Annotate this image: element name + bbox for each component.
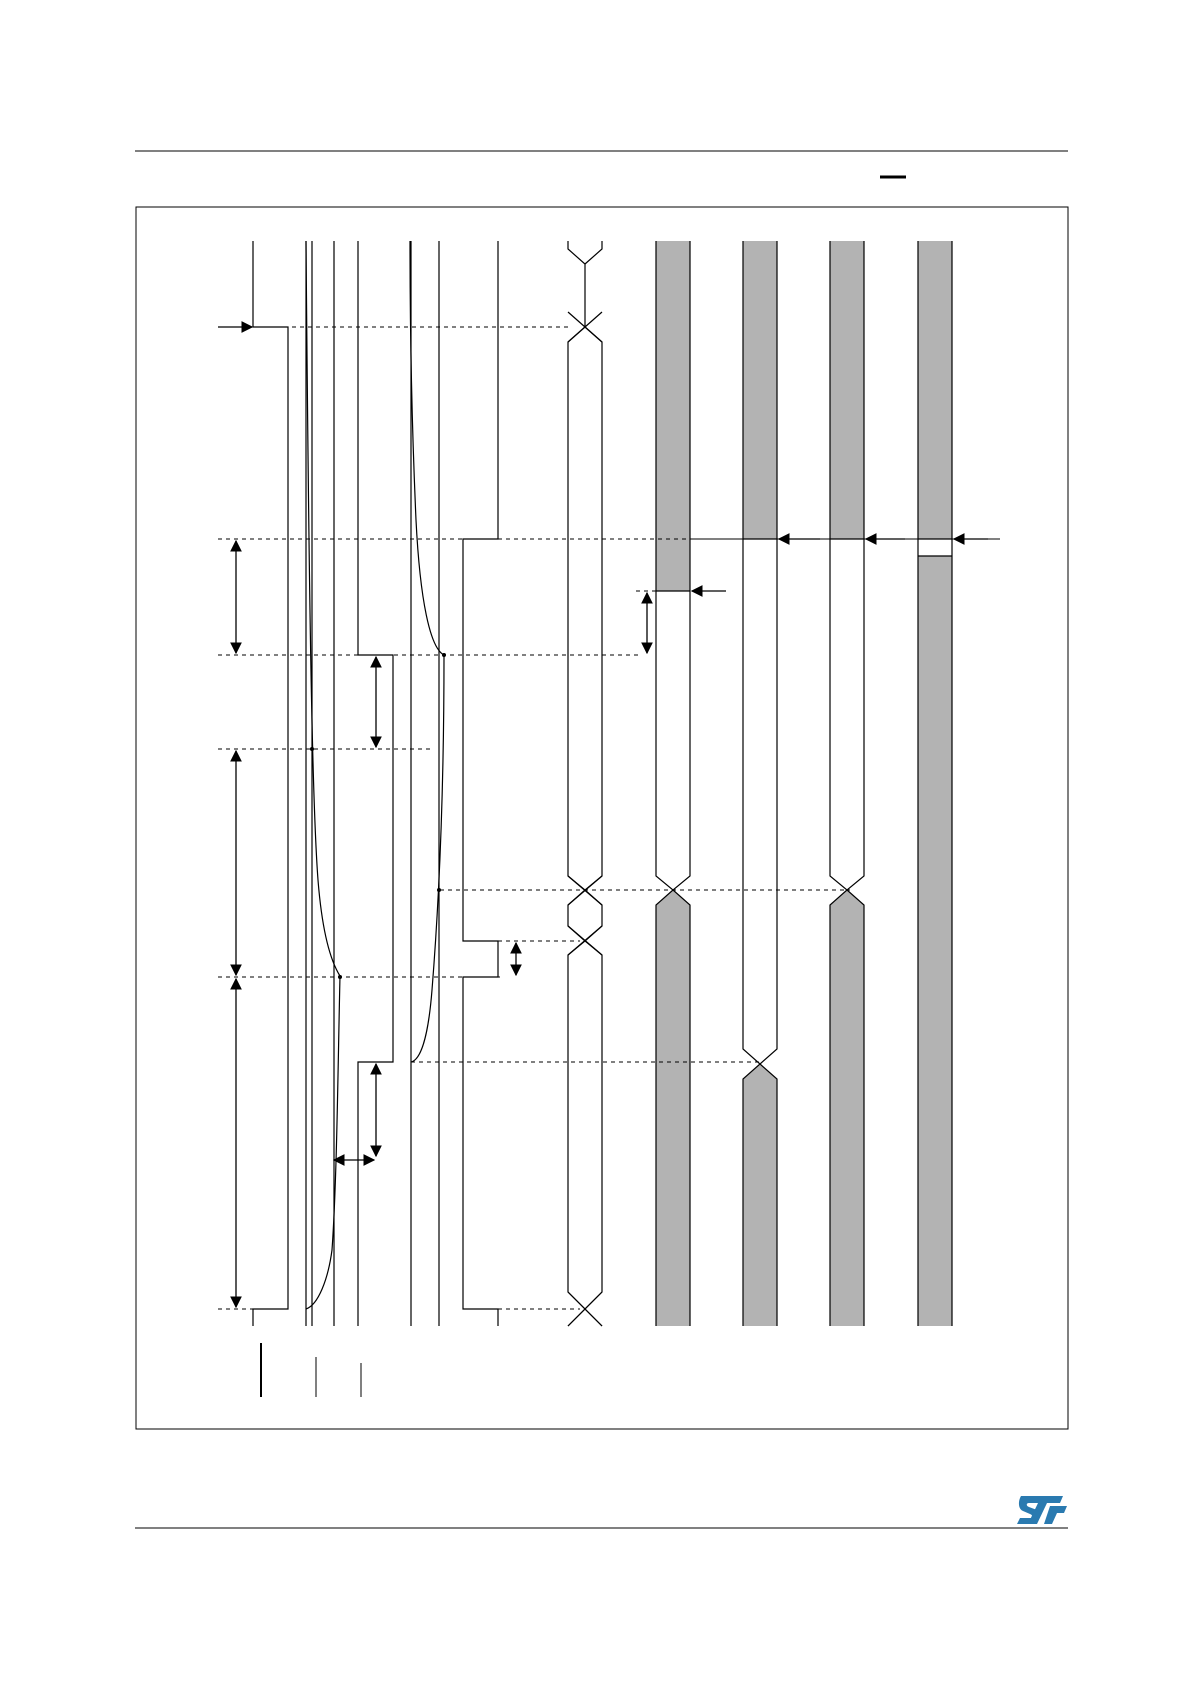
- bus-3-shade-top: [830, 241, 864, 539]
- legend-ticks: [261, 1343, 361, 1397]
- intersection-dots: [310, 653, 446, 979]
- bus-3-shade-bottom: [830, 890, 864, 1326]
- signal-step-2: [358, 241, 393, 1326]
- signal-step-1: [253, 241, 288, 1326]
- curve-1: [306, 976, 340, 1309]
- bus-4-shade-top: [918, 241, 952, 539]
- bus-2-shade-bottom: [743, 1064, 777, 1326]
- curve-2: [306, 241, 340, 976]
- st-logo-icon: [1017, 1496, 1067, 1524]
- shaded-regions: [656, 241, 952, 1326]
- bus-0-left-edge: [568, 241, 585, 1326]
- bus-2-shade-top: [743, 241, 777, 539]
- bus-4-shade-bottom: [918, 556, 952, 1326]
- signal-step-3: [463, 241, 498, 1326]
- bus-1-shade-bottom: [656, 890, 690, 1326]
- bus-0-right-edge: [585, 241, 602, 1326]
